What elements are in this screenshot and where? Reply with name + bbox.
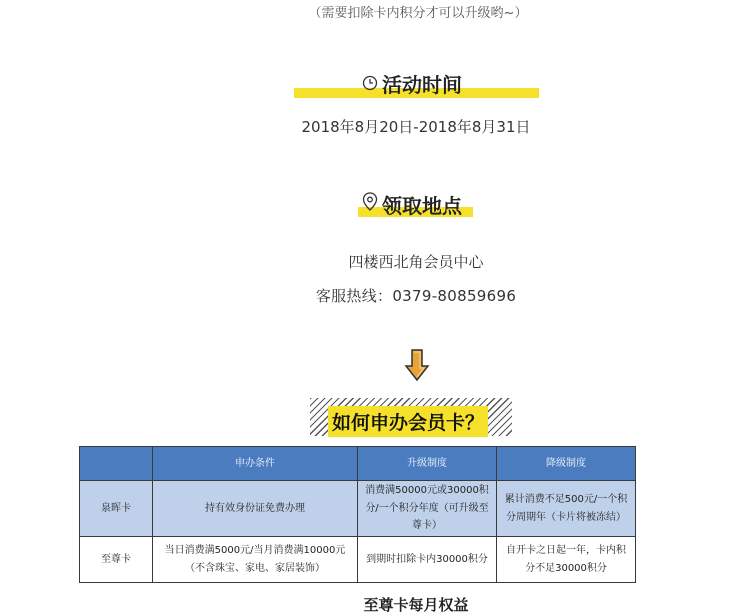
clock-icon	[362, 72, 378, 96]
membership-table	[79, 446, 636, 583]
down-arrow-icon	[404, 348, 430, 382]
activity-time-heading	[362, 69, 462, 98]
activity-time-value: 2018年8月20日-2018年8月31日	[301, 118, 531, 136]
activity-time-title: 活动时间	[382, 73, 462, 97]
table-cell: 到期时扣除卡内30000积分	[358, 537, 497, 583]
table-cell: 累计消费不足500元/一个积分周期年（卡片将被冻结）	[497, 481, 636, 537]
table-header-row	[80, 447, 636, 481]
table-header-cell: 申办条件	[153, 447, 358, 481]
service-hotline: 客服热线：0379-80859696	[315, 287, 517, 305]
table-header-cell	[80, 447, 153, 481]
table-cell: 持有效身份证免费办理	[153, 481, 358, 537]
pickup-place-heading	[362, 190, 462, 219]
table-cell: 当日消费满5000元/当月消费满10000元（不含珠宝、家电、家居装饰）	[153, 537, 358, 583]
upgrade-note: （需要扣除卡内积分才可以升级哟~）	[308, 6, 528, 21]
table-cell: 自开卡之日起一年，卡内积分不足30000积分	[497, 537, 636, 583]
pickup-place-value: 四楼西北角会员中心	[348, 253, 484, 271]
table-cell: 泉晖卡	[80, 481, 153, 537]
location-pin-icon	[362, 192, 378, 217]
table-header-cell: 升级制度	[358, 447, 497, 481]
table-cell: 至尊卡	[80, 537, 153, 583]
pickup-place-title: 领取地点	[382, 194, 462, 218]
table-header-cell: 降级制度	[497, 447, 636, 481]
card-section-title: 如何申办会员卡？	[328, 406, 488, 437]
premium-benefits-title: 至尊卡每月权益	[363, 596, 469, 614]
table-row	[80, 537, 636, 583]
table-cell: 消费满50000元或30000积分/一个积分年度（可升级至尊卡）	[358, 481, 497, 537]
table-row	[80, 481, 636, 537]
